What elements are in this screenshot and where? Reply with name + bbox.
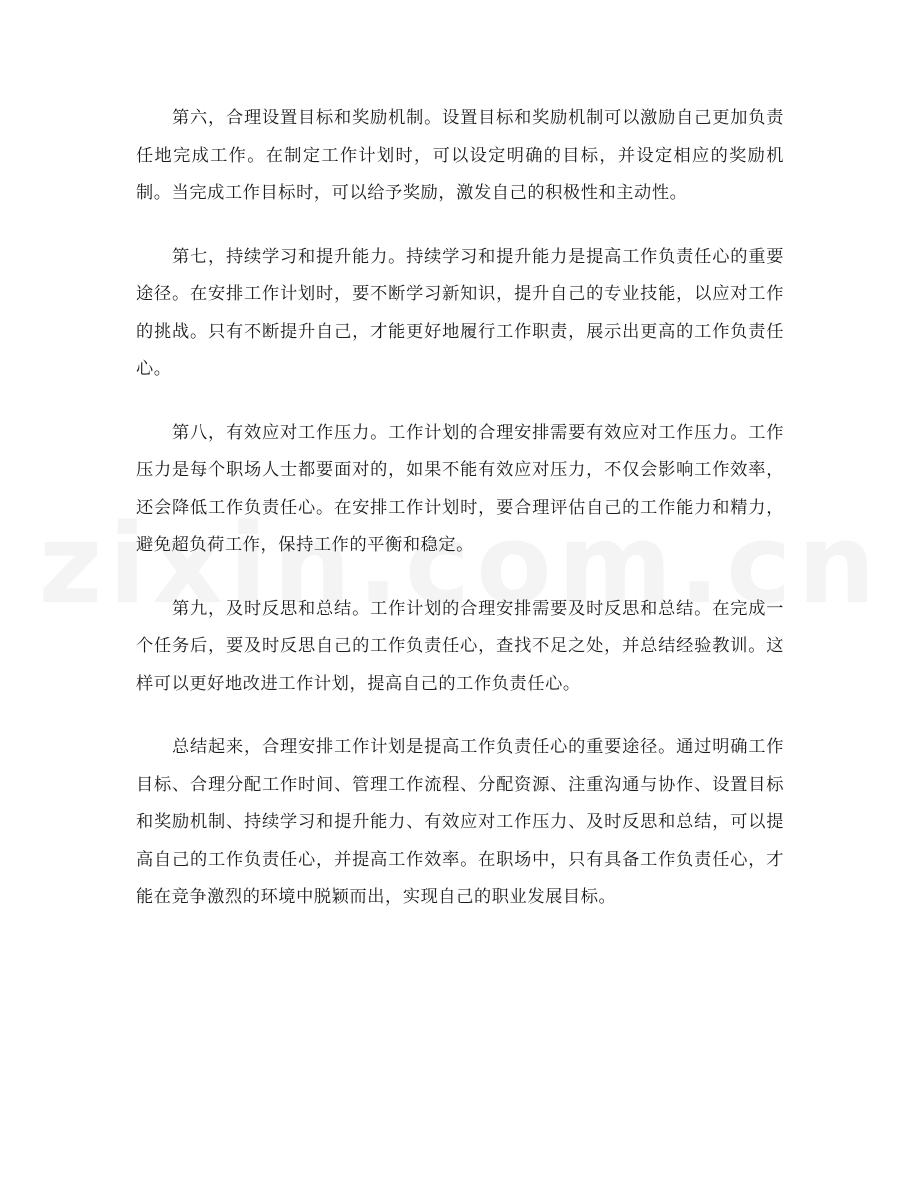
paragraph-eight: 第八，有效应对工作压力。工作计划的合理安排需要有效应对工作压力。工作压力是每个职场人士都要面对的，如果不能有效应对压力，不仅会影响工作效率，还会降低工作负责任心。在安排工作计划时，要合理评估自己的工作能力和精力，避免超负荷工作，保持工作的平衡和稳定。	[136, 422, 784, 555]
paragraph-seven: 第七，持续学习和提升能力。持续学习和提升能力是提高工作负责任心的重要途径。在安排工作计划时，要不断学习新知识，提升自己的专业技能，以应对工作的挑战。只有不断提升自己，才能更好地履行工作职责，展示出更高的工作负责任心。	[136, 246, 784, 379]
document-body	[136, 100, 784, 943]
paragraph-six: 第六，合理设置目标和奖励机制。设置目标和奖励机制可以激励自己更加负责任地完成工作。在制定工作计划时，可以设定明确的目标，并设定相应的奖励机制。当完成工作目标时，可以给予奖励，激发自己的积极性和主动性。	[136, 108, 784, 203]
paragraph-summary: 总结起来，合理安排工作计划是提高工作负责任心的重要途径。通过明确工作目标、合理分配工作时间、管理工作流程、分配资源、注重沟通与协作、设置目标和奖励机制、持续学习和提升能力、有效应对工作压力、及时反思和总结，可以提高自己的工作负责任心，并提高工作效率。在职场中，只有具备工作负责任心，才能在竞争激烈的环境中脱颖而出，实现自己的职业发展目标。	[136, 737, 784, 907]
paragraph-nine: 第九，及时反思和总结。工作计划的合理安排需要及时反思和总结。在完成一个任务后，要及时反思自己的工作负责任心，查找不足之处，并总结经验教训。这样可以更好地改进工作计划，提高自己的工作负责任心。	[136, 598, 784, 694]
